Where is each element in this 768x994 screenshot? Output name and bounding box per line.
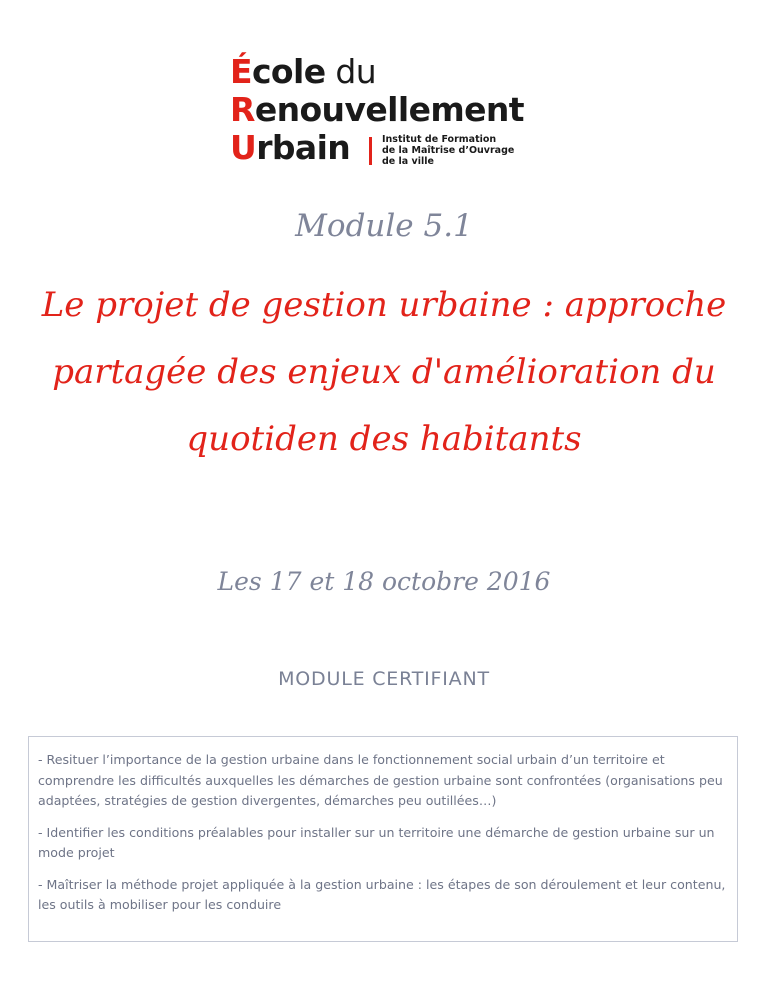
logo-word-du: du [325, 52, 377, 91]
school-logo [230, 50, 550, 170]
logo-word-urbain: rbain [256, 128, 351, 167]
objectives-box [28, 736, 738, 942]
logo-line-ecole [230, 54, 376, 90]
logo-word-renouvellement: enouvellement [254, 90, 524, 129]
logo-word-ecole: cole [251, 52, 326, 91]
logo-initial-e: É [230, 52, 252, 91]
logo-subtitle-line: Institut de Formation [382, 134, 497, 145]
certification-label: MODULE CERTIFIANT [278, 668, 490, 690]
logo-subtitle [382, 134, 514, 167]
logo-initial-u: U [230, 128, 257, 167]
logo-line-renouvellement [230, 92, 524, 128]
module-number: Module 5.1 [295, 208, 473, 244]
logo-subtitle-line: de la ville [382, 156, 434, 167]
logo-subtitle-line: de la Maîtrise d’Ouvrage [382, 145, 515, 156]
logo-line-urbain [230, 130, 350, 166]
session-date: Les 17 et 18 octobre 2016 [217, 567, 551, 596]
objective-item: - Identifier les conditions préalables pour installer sur un territoire une démarche de gestion urbaine sur un mode projet [38, 824, 715, 860]
page-title: Le projet de gestion urbaine : approche partagée des enjeux d'amélioration du quotiden des habitants [41, 285, 727, 459]
objective-item: - Resituer l’importance de la gestion urbaine dans le fonctionnement social urbain d’un territoire et comprendre les difficultés auxquelles les démarches de gestion urbaine sont confrontées (organisations peu adaptées, stratégies de gestion divergentes, démarches peu outillées…) [38, 752, 723, 808]
objective-item: - Maîtriser la méthode projet appliquée à la gestion urbaine : les étapes de son déroulement et leur contenu, les outils à mobiliser pour les conduire [38, 876, 726, 912]
logo-initial-r: R [230, 90, 255, 129]
logo-divider-bar [369, 137, 372, 165]
